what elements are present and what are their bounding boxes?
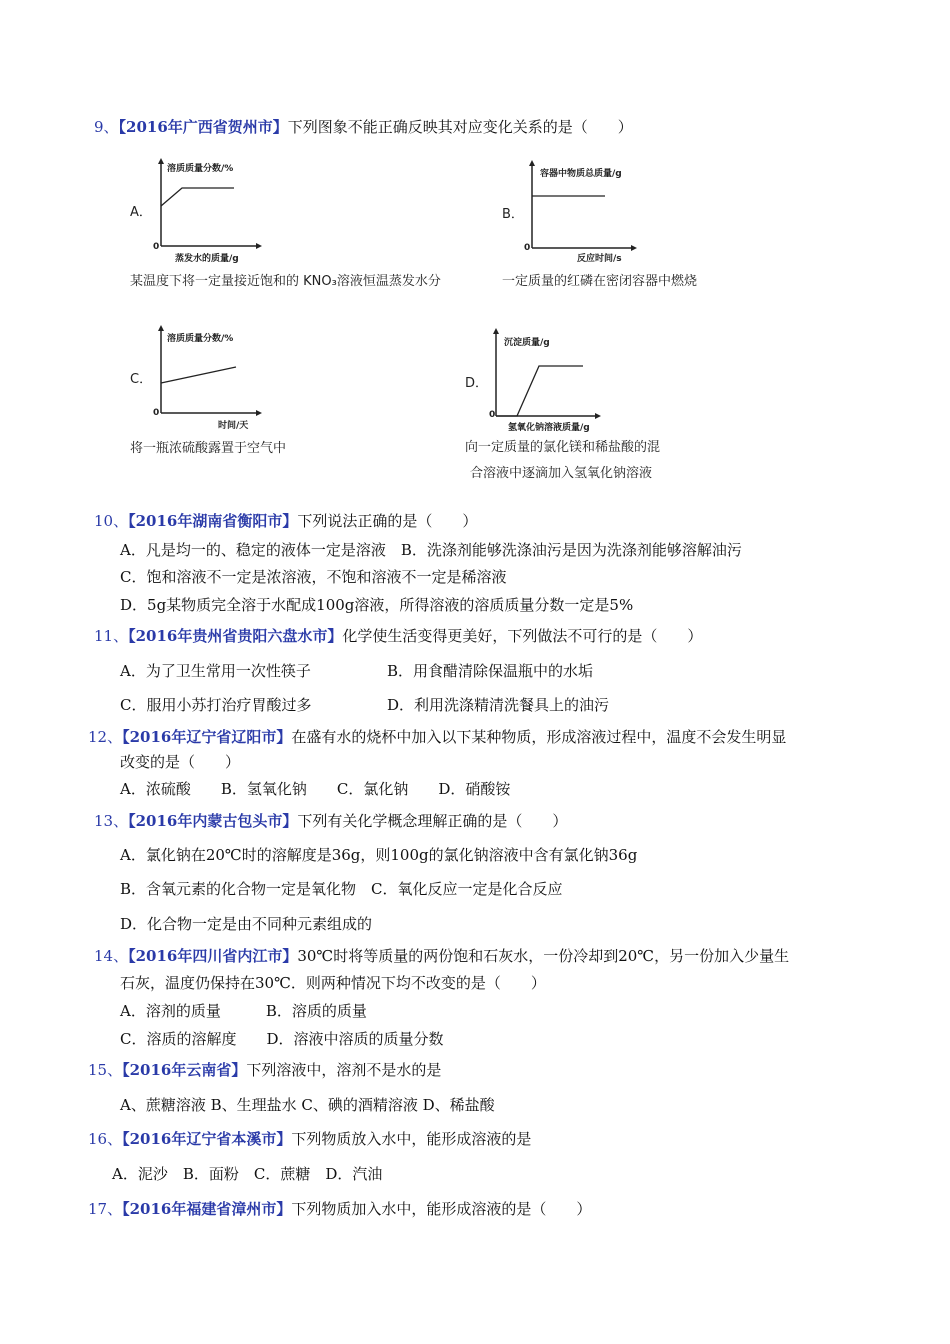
graph-x-label: 蒸发水的质量/g — [175, 254, 239, 264]
question-source: 【2016年贵州省贵阳六盘水市】 — [128, 627, 343, 645]
graph-c-plot — [158, 325, 268, 417]
graph-origin: 0 — [524, 243, 531, 253]
graph-curve — [496, 366, 583, 416]
graph-origin: 0 — [153, 408, 160, 418]
question-text: 下列物质放入水中，能形成溶液的是 — [291, 1130, 532, 1148]
question-13-option-d: D．化合物一定是由不同种元素组成的 — [120, 915, 373, 933]
question-10-stem — [94, 511, 477, 531]
graph-b-plot — [529, 160, 649, 252]
question-number: 16、 — [88, 1130, 123, 1148]
question-text: 下列物质加入水中，能形成溶液的是（ ） — [291, 1200, 592, 1218]
question-source: 【2016年云南省】 — [122, 1061, 247, 1079]
question-16-stem — [88, 1129, 531, 1149]
question-number: 9、 — [94, 118, 119, 136]
question-number: 15、 — [88, 1061, 123, 1079]
graph-caption: 一定质量的红磷在密闭容器中燃烧 — [502, 274, 698, 289]
question-14-stem-line2: 石灰，温度仍保持在30℃．则两种情况下均不改变的是（ ） — [120, 974, 546, 992]
graph-d-plot — [493, 328, 613, 420]
graph-curve — [161, 367, 236, 383]
graph-caption: 某温度下将一定量接近饱和的 KNO₃溶液恒温蒸发水分 — [130, 274, 441, 289]
graph-caption: 向一定质量的氯化镁和稀盐酸的混 — [465, 440, 661, 455]
question-source: 【2016年湖南省衡阳市】 — [128, 512, 298, 530]
question-source: 【2016年辽宁省辽阳市】 — [122, 728, 292, 746]
question-text: 下列有关化学概念理解正确的是（ ） — [297, 812, 568, 830]
graph-y-label: 溶质质量分数/% — [167, 334, 234, 344]
question-number: 11、 — [94, 627, 129, 645]
question-14-option-cd: C．溶质的溶解度 D．溶液中溶质的质量分数 — [120, 1030, 444, 1048]
question-11-option-c: C．服用小苏打治疗胃酸过多 — [120, 696, 312, 714]
question-number: 12、 — [88, 728, 123, 746]
question-13-option-bc: B．含氧元素的化合物一定是氧化物 C．氧化反应一定是化合反应 — [120, 880, 563, 898]
question-number: 13、 — [94, 812, 129, 830]
question-text: 下列溶液中，溶剂不是水的是 — [246, 1061, 442, 1079]
question-text: 在盛有水的烧杯中加入以下某种物质，形成溶液过程中，温度不会发生明显 — [291, 728, 787, 746]
graph-x-label: 氢氧化钠溶液质量/g — [508, 423, 590, 433]
graph-letter: B． — [502, 207, 524, 222]
question-10-option-c: C．饱和溶液不一定是浓溶液，不饱和溶液不一定是稀溶液 — [120, 568, 507, 586]
question-text: 下列图象不能正确反映其对应变化关系的是（ ） — [287, 118, 633, 136]
graph-origin: 0 — [489, 410, 496, 420]
question-number: 17、 — [88, 1200, 123, 1218]
graph-letter: D． — [465, 376, 489, 391]
question-14-option-ab: A．溶剂的质量 B．溶质的质量 — [120, 1002, 367, 1020]
question-number: 14、 — [94, 947, 129, 965]
question-13-option-a: A．氯化钠在20℃时的溶解度是36g，则100g的氯化钠溶液中含有氯化钠36g — [120, 846, 638, 864]
graph-origin: 0 — [153, 242, 160, 252]
graph-y-label: 沉淀质量/g — [504, 338, 550, 348]
question-15-stem — [88, 1060, 441, 1080]
question-11-option-d: D．利用洗涤精清洗餐具上的油污 — [387, 696, 610, 714]
graph-x-label: 时间/天 — [218, 421, 249, 431]
question-text: 30℃时将等质量的两份饱和石灰水，一份冷却到20℃，另一份加入少量生 — [297, 947, 790, 965]
question-10-option-d: D．5g某物质完全溶于水配成100g溶液，所得溶液的溶质质量分数一定是5% — [120, 596, 634, 614]
question-source: 【2016年辽宁省本溪市】 — [122, 1130, 292, 1148]
question-text: 下列说法正确的是（ ） — [297, 512, 478, 530]
graph-caption: 合溶液中逐滴加入氢氧化钠溶液 — [470, 466, 653, 481]
question-source: 【2016年四川省内江市】 — [128, 947, 298, 965]
question-12-stem-line2: 改变的是（ ） — [120, 753, 241, 771]
question-11-stem — [94, 626, 702, 646]
question-12-stem — [88, 727, 786, 747]
question-11-option-b: B．用食醋清除保温瓶中的水垢 — [387, 662, 594, 680]
question-14-stem — [94, 946, 789, 966]
graph-y-label: 容器中物质总质量/g — [540, 169, 622, 179]
question-11-option-a: A．为了卫生常用一次性筷子 — [120, 662, 311, 680]
question-source: 【2016年广西省贺州市】 — [118, 118, 288, 136]
question-17-stem — [88, 1199, 591, 1219]
graph-y-label: 溶质质量分数/% — [167, 164, 234, 174]
question-source: 【2016年内蒙古包头市】 — [128, 812, 298, 830]
question-source: 【2016年福建省漳州市】 — [122, 1200, 292, 1218]
question-13-stem — [94, 811, 567, 831]
question-16-options: A．泥沙 B．面粉 C．蔗糖 D．汽油 — [112, 1165, 383, 1183]
question-15-options: A、蔗糖溶液 B、生理盐水 C、碘的酒精溶液 D、稀盐酸 — [120, 1096, 495, 1114]
graph-curve — [161, 188, 234, 206]
graph-x-label: 反应时间/s — [577, 254, 622, 264]
question-10-option-ab: A．凡是均一的、稳定的液体一定是溶液 B．洗涤剂能够洗涤油污是因为洗涤剂能够溶解油污 — [120, 541, 742, 559]
question-9-stem — [94, 117, 633, 137]
graph-letter: A． — [130, 205, 152, 220]
question-number: 10、 — [94, 512, 129, 530]
graph-letter: C． — [130, 372, 153, 387]
graph-caption: 将一瓶浓硫酸露置于空气中 — [130, 441, 287, 456]
question-12-options: A．浓硫酸 B．氢氧化钠 C．氯化钠 D．硝酸铵 — [120, 780, 511, 798]
graph-a-plot — [158, 158, 268, 250]
question-text: 化学使生活变得更美好，下列做法不可行的是（ ） — [342, 627, 703, 645]
